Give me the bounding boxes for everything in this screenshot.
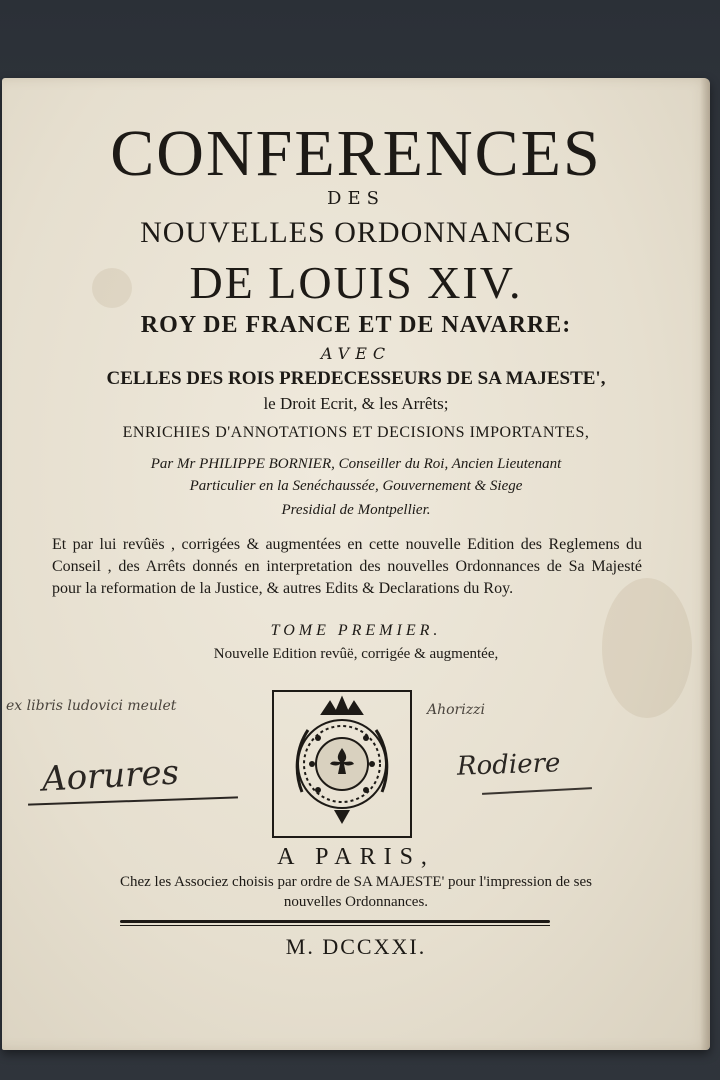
title-avec: AVEC <box>320 344 392 363</box>
tome-label: TOME PREMIER. <box>270 622 442 639</box>
title-ordonnances: NOUVELLES ORDONNANCES <box>140 216 572 249</box>
handwritten-note-right: Ahorizzi <box>427 702 485 718</box>
author-line-2: Particulier en la Senéchaussée, Gouvernement & Siege <box>189 478 523 494</box>
publisher-line-1: Chez les Associez choisis par ordre de SA MAJESTE' pour l'impression de ses <box>119 874 592 890</box>
ornamental-rule-thin <box>120 925 550 926</box>
title-celles: CELLES DES ROIS PREDECESSEURS DE SA MAJESTE', <box>106 368 606 389</box>
publication-year: M. DCCXXI. <box>285 934 427 959</box>
title-enrichies: ENRICHIES D'ANNOTATIONS ET DECISIONS IMPORTANTES, <box>122 424 590 441</box>
publisher-line-2: nouvelles Ordonnances. <box>283 894 429 910</box>
title-des: DES <box>327 188 385 209</box>
title-main: CONFERENCES <box>110 117 602 190</box>
place-label: A PARIS, <box>277 844 435 870</box>
handwritten-ex-libris: ex libris ludovici meulet <box>6 698 177 714</box>
title-droit: le Droit Ecrit, & les Arrêts; <box>263 394 449 413</box>
author-line-1: Par Mr PHILIPPE BORNIER, Conseiller du Roi, Ancien Lieutenant <box>150 456 562 472</box>
ornamental-rule <box>120 920 550 923</box>
description-paragraph: Et par lui revûës , corrigées & augmentées en cette nouvelle Edition des Reglemens du Conseil , des Arrêts donnés en interpretation des nouvelles Ordonnances de Sa Majesté pour la reformation de la Justice, & autres Edits & Declarations du Roy. <box>52 536 642 597</box>
handwritten-signature-left: Aorures <box>41 752 180 800</box>
handwritten-signature-right: Rodiere <box>456 748 561 782</box>
title-roy: ROY DE FRANCE ET DE NAVARRE: <box>140 312 572 338</box>
signature-underline-right <box>482 787 592 795</box>
edition-label: Nouvelle Edition revûë, corrigée & augmentée, <box>213 646 499 662</box>
author-line-3: Presidial de Montpellier. <box>281 502 431 518</box>
book-page <box>2 78 710 1050</box>
title-louis: DE LOUIS XIV. <box>189 257 523 308</box>
royal-arms-fleur-de-lis-icon <box>272 690 412 838</box>
